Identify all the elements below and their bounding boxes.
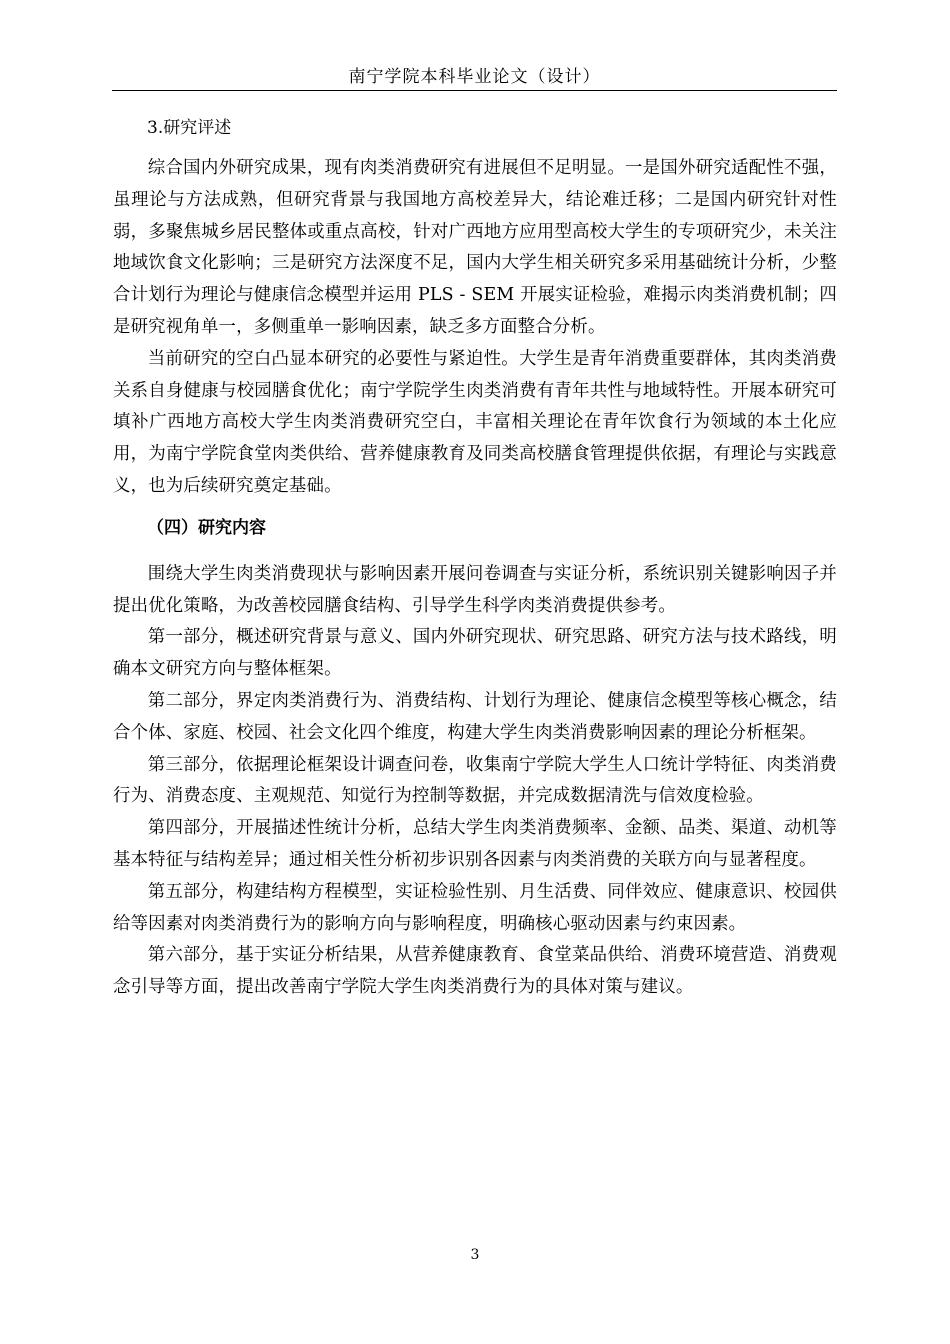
- paragraph: 综合国内外研究成果，现有肉类消费研究有进展但不足明显。一是国外研究适配性不强，虽理论与方法成熟，但研究背景与我国地方高校差异大，结论难迁移；二是国内研究针对性弱，多聚焦城乡居民整体或重点高校，针对广西地方应用型高校大学生的专项研究少，未关注地域饮食文化影响；三是研究方法深度不足，国内大学生相关研究多采用基础统计分析，少整合计划行为理论与健康信念模型并运用 PLS - SEM 开展实证检验，难揭示肉类消费机制；四是研究视角单一，多侧重单一影响因素，缺乏多方面整合分析。: [113, 158, 837, 337]
- paragraph: 当前研究的空白凸显本研究的必要性与紧迫性。大学生是青年消费重要群体，其肉类消费关系自身健康与校园膳食优化；南宁学院学生肉类消费有青年共性与地域特性。开展本研究可填补广西地方高校大学生肉类消费研究空白，丰富相关理论在青年饮食行为领域的本土化应用，为南宁学院食堂肉类供给、营养健康教育及同类高校膳食管理提供依据，有理论与实践意义，也为后续研究奠定基础。: [113, 348, 837, 496]
- paragraph: 第六部分，基于实证分析结果，从营养健康教育、食堂菜品供给、消费环境营造、消费观念引导等方面，提出改善南宁学院大学生肉类消费行为的具体对策与建议。: [113, 945, 837, 998]
- paragraph: 第三部分，依据理论框架设计调查问卷，收集南宁学院大学生人口统计学特征、肉类消费行为、消费态度、主观规范、知觉行为控制等数据，并完成数据清洗与信效度检验。: [113, 754, 837, 807]
- running-header: 南宁学院本科毕业论文（设计）: [112, 64, 837, 91]
- paragraph: 围绕大学生肉类消费现状与影响因素开展问卷调查与实证分析，系统识别关键影响因子并提出优化策略，为改善校园膳食结构、引导学生科学肉类消费提供参考。: [113, 563, 837, 616]
- section-heading-research-review: 3.研究评述: [147, 118, 232, 138]
- page-number: 3: [470, 1247, 480, 1263]
- section-heading-research-content: （四）研究内容: [147, 517, 266, 538]
- paragraph: 第二部分，界定肉类消费行为、消费结构、计划行为理论、健康信念模型等核心概念，结合个体、家庭、校园、社会文化四个维度，构建大学生肉类消费影响因素的理论分析框架。: [113, 690, 837, 743]
- paragraph: 第一部分，概述研究背景与意义、国内外研究现状、研究思路、研究方法与技术路线，明确本文研究方向与整体框架。: [113, 627, 837, 680]
- page-body: [113, 113, 837, 1004]
- paragraph: 第五部分，构建结构方程模型，实证检验性别、月生活费、同伴效应、健康意识、校园供给等因素对肉类消费行为的影响方向与影响程度，明确核心驱动因素与约束因素。: [113, 881, 837, 934]
- paragraph: 第四部分，开展描述性统计分析，总结大学生肉类消费频率、金额、品类、渠道、动机等基本特征与结构差异；通过相关性分析初步识别各因素与肉类消费的关联方向与显著程度。: [113, 818, 837, 870]
